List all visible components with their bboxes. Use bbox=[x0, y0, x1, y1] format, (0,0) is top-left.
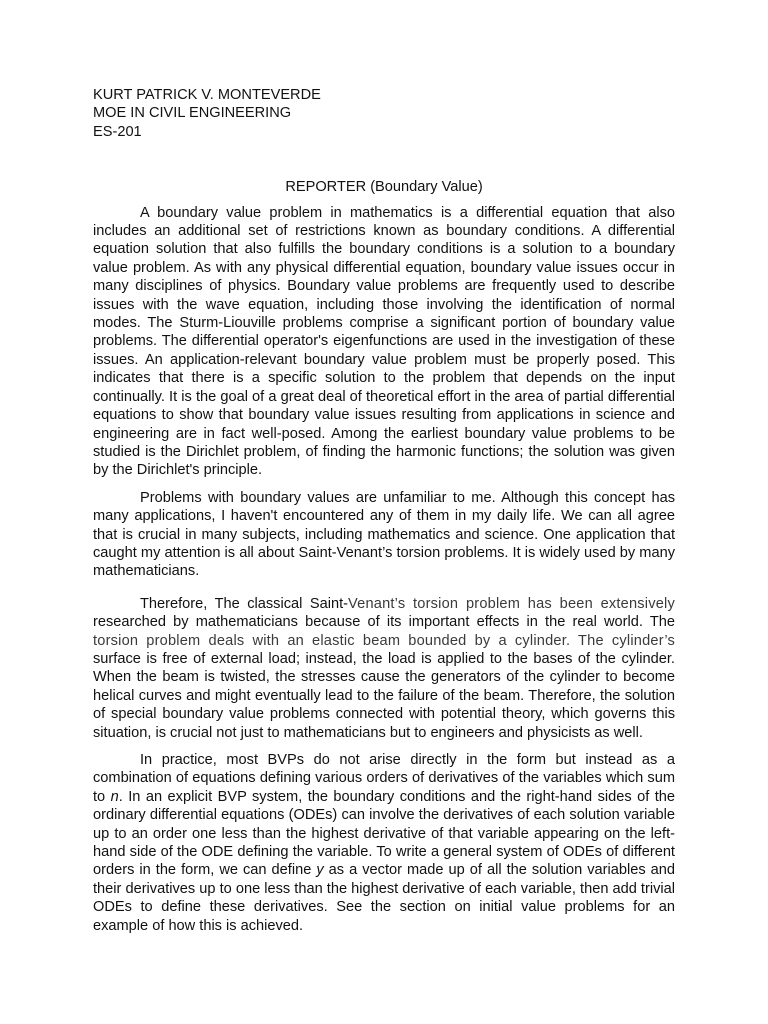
variable-n: n bbox=[110, 788, 119, 805]
paragraph-2: Problems with boundary values are unfamiliar to me. Although this concept has many applications, I haven't encountered any of them in my daily life. We can all agree that is crucial in many subjects, including mathematics and science. One application that caught my attention is all about Saint-Venant’s torsion problems. It is widely used by many mathematicians. bbox=[93, 489, 675, 580]
document-title: REPORTER (Boundary Value) bbox=[285, 179, 483, 196]
paragraph-3 bbox=[93, 595, 675, 742]
variable-y: y bbox=[316, 862, 324, 879]
author-program: MOE IN CIVIL ENGINEERING bbox=[93, 105, 292, 122]
paragraph-3-text-d: torsion problem deals with an elastic beam bounded by a cylinder. The cylinder’s bbox=[93, 632, 675, 649]
paragraph-4-text-a: In practice, most BVPs do not arise directly in the form but instead as a combination of equations defining various orders of derivatives of the variables which sum to bbox=[93, 752, 675, 805]
paragraph-4 bbox=[93, 751, 675, 935]
author-name: KURT PATRICK V. MONTEVERDE bbox=[93, 87, 321, 103]
paragraph-4-text-b: . In an explicit BVP system, the boundary conditions and the right-hand sides of the ordinary differential equations (ODEs) can involve the derivatives of each solution variable up to an order one less than the highest derivative of that variable appearing on the left-hand side of the ODE defining the variable. To write a general system of ODEs of different orders in the form, we can define bbox=[93, 788, 675, 879]
course-code: ES-201 bbox=[93, 123, 142, 140]
paragraph-3-text-c: researched by mathematicians because of its important effects in the real world. The bbox=[93, 614, 675, 631]
paragraph-4-text-c: as a vector made up of all the solution variables and their derivatives up to one less than the highest derivative of each variable, then add trivial ODEs to define these derivatives. See the section on initial value problems for an example of how this is achieved. bbox=[93, 862, 675, 934]
paragraph-3-text-a: Therefore, The classical Saint- bbox=[140, 595, 349, 612]
paragraph-1: A boundary value problem in mathematics is a differential equation that also includes an additional set of restrictions known as boundary conditions. A differential equation solution that also fulfills the boundary conditions is a solution to a boundary value problem. As with any physical differential equation, boundary value issues occur in many disciplines of physics. Boundary value problems are frequently used to describe issues with the wave equation, including those involving the identification of normal modes. The Sturm-Liouville problems comprise a significant portion of boundary value problems. The differential operator's eigenfunctions are used in the investigation of these issues. An application-relevant boundary value problem must be properly posed. This indicates that there is a specific solution to the problem that depends on the input continually. It is the goal of a great deal of theoretical effort in the area of partial differential equations to show that boundary value issues resulting from applications in science and engineering are in fact well-posed. Among the earliest boundary value problems to be studied is the Dirichlet problem, of finding the harmonic functions; the solution was given by the Dirichlet's principle. bbox=[93, 204, 675, 479]
paragraph-3-text-e: surface is free of external load; instead, the load is applied to the bases of the cylinder. When the beam is twisted, the stresses cause the generators of the cylinder to become helical curves and might eventually lead to the failure of the beam. Therefore, the solution of special boundary value problems connected with potential theory, which governs this situation, is crucial not just to mathematicians but to engineers and physicists as well. bbox=[93, 650, 675, 741]
paragraph-3-text-b: Venant’s torsion problem has been extensively bbox=[348, 595, 675, 612]
